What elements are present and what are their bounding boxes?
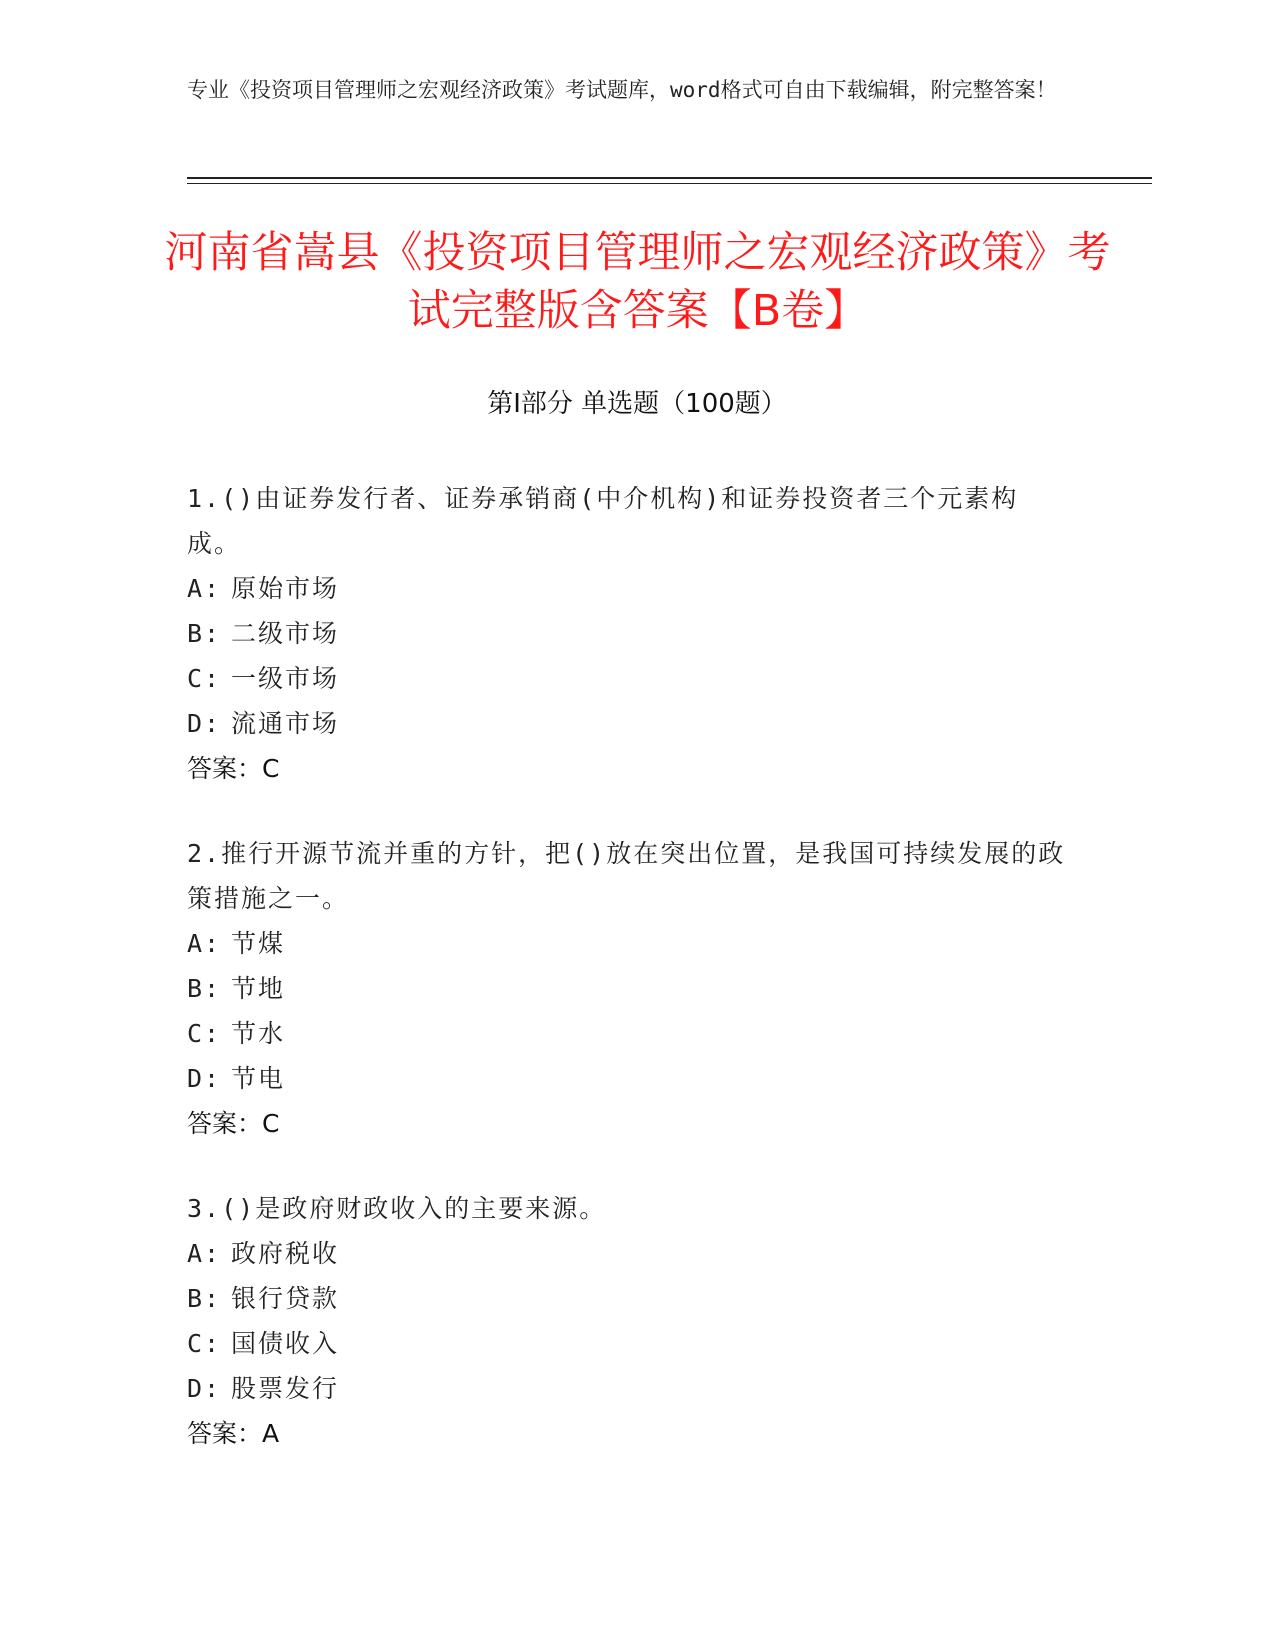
question-stem: 3.()是政府财政收入的主要来源。	[187, 1194, 607, 1223]
question-list	[187, 476, 1067, 1496]
option-a	[187, 1231, 1067, 1276]
option-key: C:	[187, 1019, 222, 1048]
option-text: 节煤	[231, 929, 286, 958]
option-key: B:	[187, 1284, 222, 1313]
answer-line: 答案：A	[187, 1419, 280, 1448]
option-d	[187, 701, 1067, 746]
question-stem: 1.()由证券发行者、证券承销商(中介机构)和证券投资者三个元素构成。	[187, 484, 1019, 558]
document-title: 河南省嵩县《投资项目管理师之宏观经济政策》考试完整版含答案【B卷】	[164, 228, 1111, 336]
option-text: 流通市场	[231, 709, 340, 738]
option-a	[187, 921, 1067, 966]
option-text: 股票发行	[231, 1374, 340, 1403]
option-text: 国债收入	[231, 1329, 340, 1358]
option-key: A:	[187, 929, 222, 958]
question-stem: 2.推行开源节流并重的方针，把()放在突出位置，是我国可持续发展的政策措施之一。	[187, 839, 1066, 913]
option-c	[187, 656, 1067, 701]
option-key: C:	[187, 1329, 222, 1358]
option-key: C:	[187, 664, 222, 693]
option-key: D:	[187, 709, 222, 738]
option-text: 银行贷款	[231, 1284, 340, 1313]
header-note: 专业《投资项目管理师之宏观经济政策》考试题库，word格式可自由下载编辑，附完整答案！	[187, 78, 1057, 102]
question-item	[187, 476, 1067, 791]
option-key: D:	[187, 1374, 222, 1403]
option-text: 二级市场	[231, 619, 340, 648]
option-b	[187, 611, 1067, 656]
option-text: 节水	[231, 1019, 286, 1048]
option-key: A:	[187, 574, 222, 603]
option-d	[187, 1366, 1067, 1411]
option-c	[187, 1011, 1067, 1056]
question-item	[187, 831, 1067, 1146]
header-divider-thin	[187, 183, 1152, 184]
option-a	[187, 566, 1067, 611]
option-text: 节地	[231, 974, 286, 1003]
option-key: B:	[187, 619, 222, 648]
answer-line: 答案：C	[187, 754, 280, 783]
option-text: 原始市场	[231, 574, 340, 603]
option-d	[187, 1056, 1067, 1101]
option-b	[187, 966, 1067, 1011]
option-text: 节电	[231, 1064, 286, 1093]
option-text: 政府税收	[231, 1239, 340, 1268]
question-item	[187, 1186, 1067, 1456]
option-key: D:	[187, 1064, 222, 1093]
option-text: 一级市场	[231, 664, 340, 693]
option-b	[187, 1276, 1067, 1321]
option-key: A:	[187, 1239, 222, 1268]
answer-line: 答案：C	[187, 1109, 280, 1138]
header-divider-thick	[187, 177, 1152, 179]
section-heading: 第Ⅰ部分 单选题（100题）	[487, 389, 787, 419]
option-key: B:	[187, 974, 222, 1003]
option-c	[187, 1321, 1067, 1366]
